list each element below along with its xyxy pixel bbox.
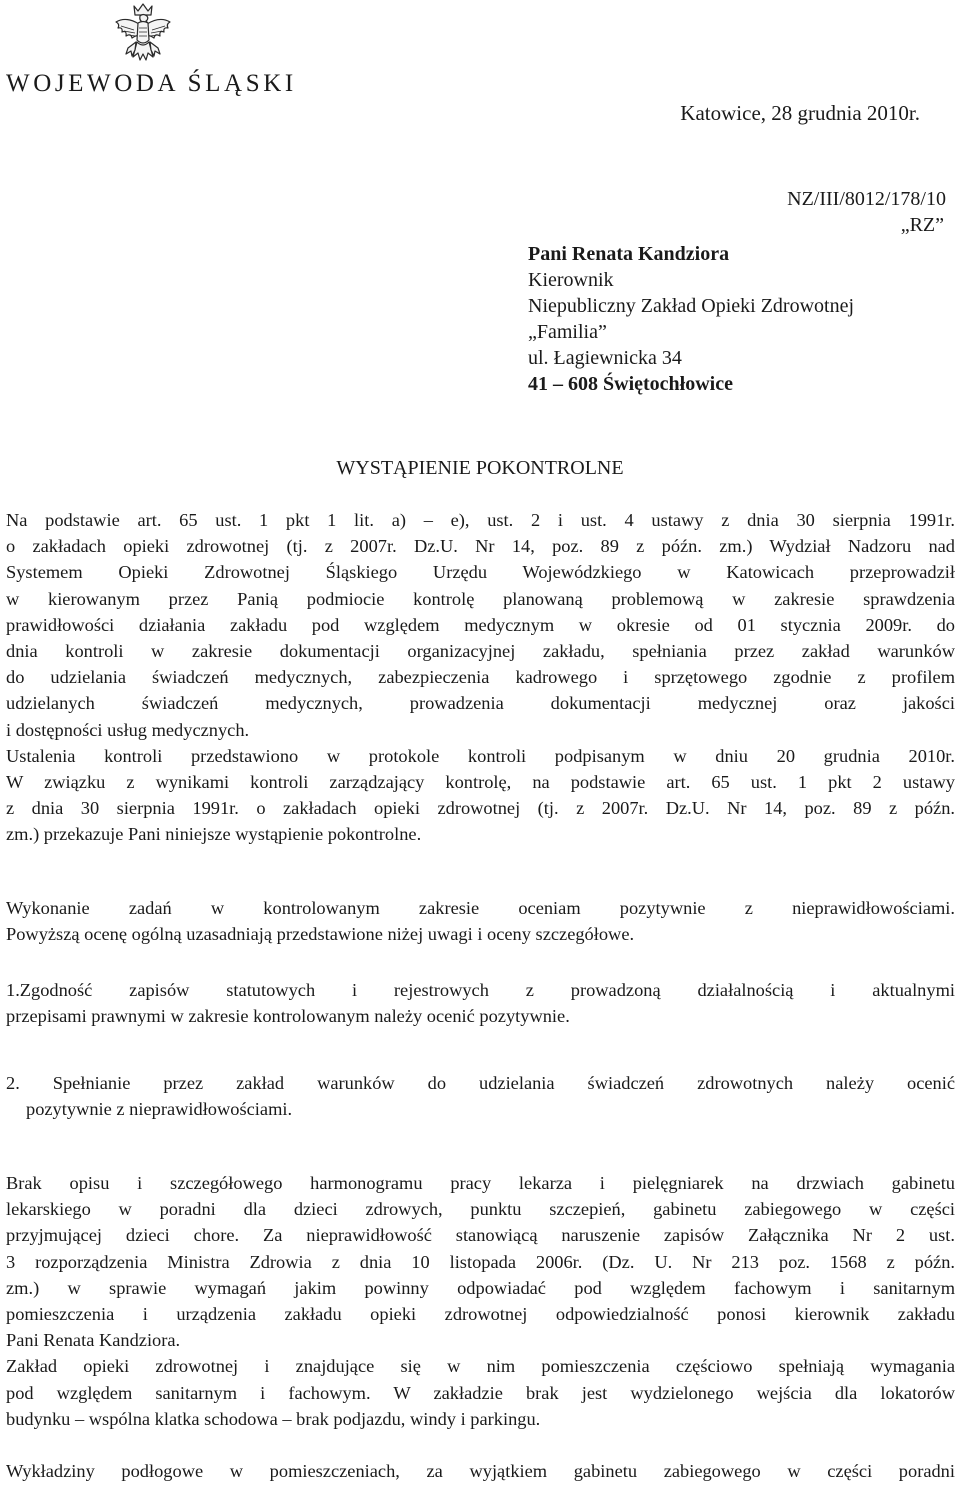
text-line: lekarskiego w poradni dla dzieci zdrowych, punktu szczepień, gabinetu zabiegowego w części <box>6 1199 955 1220</box>
initials-mark: „RZ” <box>900 214 944 236</box>
text-line: Systemem Opieki Zdrowotnej Śląskiego Urzędu Wojewódzkiego w Katowicach przeprowadził <box>6 562 955 583</box>
text-line: do udzielania świadczeń medycznych, zabezpieczenia kadrowego i sprzętowego zgodnie z profilem <box>6 667 955 688</box>
document-title: WYSTĄPIENIE POKONTROLNE <box>336 457 624 479</box>
text-line: zm.) w sprawie wymagań jakim powinny odpowiadać pod względem fachowym i sanitarnym <box>6 1277 955 1298</box>
text-line: 2. Spełnianie przez zakład warunków do udzielania świadczeń zdrowotnych należy ocenić <box>6 1073 955 1093</box>
text-line: Brak opisu i szczegółowego harmonogramu pracy lekarza i pielęgniarek na drzwiach gabinetu <box>6 1173 955 1193</box>
addressee-role: Kierownik <box>528 269 614 291</box>
assessment-paragraph <box>6 895 955 947</box>
text-line: Wykonanie zadań w kontrolowanym zakresie oceniam pozytywnie z nieprawidłowościami. <box>6 898 955 918</box>
point-1-paragraph <box>6 977 955 1029</box>
eagle-emblem-icon <box>112 2 174 66</box>
text-line: budynku – wspólna klatka schodowa – brak podjazdu, windy i parkingu. <box>6 1408 541 1429</box>
addressee-block <box>528 241 854 397</box>
text-line: W związku z wynikami kontroli zarządzający kontrolę, na podstawie art. 65 ust. 1 pkt 2 ustawy <box>6 772 955 793</box>
addressee-institution: Niepubliczny Zakład Opieki Zdrowotnej <box>528 295 855 317</box>
final-paragraph <box>6 1458 955 1484</box>
text-line: udzielanych świadczeń medycznych, prowadzenia dokumentacji medycznej oraz jakości <box>6 693 955 714</box>
voivode-heading: WOJEWODA ŚLĄSKI <box>6 70 297 97</box>
text-line: w kierowanym przez Panią podmiocie kontrolę planowaną problemową w zakresie sprawdzenia <box>6 588 955 609</box>
text-line: Powyższą ocenę ogólną uzasadniają przedstawione niżej uwagi i oceny szczegółowe. <box>6 924 635 945</box>
text-line: Wykładziny podłogowe w pomieszczeniach, za wyjątkiem gabinetu zabiegowego w części poradni <box>6 1461 955 1481</box>
text-line: i dostępności usług medycznych. <box>6 719 250 740</box>
findings-paragraph <box>6 1170 955 1432</box>
addressee-name: Pani Renata Kandziora <box>528 243 730 265</box>
text-line: przyjmującej dzieci chore. Za nieprawidłowość stanowiącą naruszenie zapisów Załącznika Nr 2 ust. <box>6 1225 955 1246</box>
text-line: 1.Zgodność zapisów statutowych i rejestrowych z prowadzoną działalnością i aktualnymi <box>6 980 955 1000</box>
text-line: Na podstawie art. 65 ust. 1 pkt 1 lit. a) – e), ust. 2 i ust. 4 ustawy z dnia 30 sierpnia 1991r. <box>6 510 955 530</box>
text-line: zm.) przekazuje Pani niniejsze wystąpienie pokontrolne. <box>6 824 422 845</box>
text-line: pozytywnie z nieprawidłowościami. <box>26 1099 293 1120</box>
text-line: o zakładach opieki zdrowotnej (tj. z 2007r. Dz.U. Nr 14, poz. 89 z późn. zm.) Wydział Nadzoru nad <box>6 536 955 557</box>
text-line: przepisami prawnymi w zakresie kontrolowanym należy ocenić pozytywnie. <box>6 1006 570 1027</box>
text-line: prawidłowości działania zakładu pod względem medycznym w okresie od 01 stycznia 2009r. do <box>6 614 955 635</box>
reference-number: NZ/III/8012/178/10 <box>787 188 946 210</box>
text-line: Pani Renata Kandziora. <box>6 1330 181 1351</box>
text-line: pomieszczenia i urządzenia zakładu opieki zdrowotnej odpowiedzialność ponosi kierownik zakładu <box>6 1304 955 1325</box>
text-line: pod względem sanitarnym i fachowym. W zakładzie brak jest wydzielonego wejścia dla lokatorów <box>6 1382 955 1403</box>
text-line: 3 rozporządzenia Ministra Zdrowia z dnia 10 listopada 2006r. (Dz. U. Nr 213 poz. 1568 z późn. <box>6 1251 955 1272</box>
addressee-street: ul. Łagiewnicka 34 <box>528 347 682 369</box>
text-line: dnia kontroli w zakresie dokumentacji organizacyjnej zakładu, spełniania przez zakład warunków <box>6 641 955 662</box>
addressee-city: 41 – 608 Świętochłowice <box>528 373 733 395</box>
text-line: Zakład opieki zdrowotnej i znajdujące się w nim pomieszczenia częściowo spełniają wymagania <box>6 1356 955 1377</box>
intro-paragraph <box>6 507 955 848</box>
place-date: Katowice, 28 grudnia 2010r. <box>680 101 920 125</box>
text-line: Ustalenia kontroli przedstawiono w protokole kontroli podpisanym w dniu 20 grudnia 2010r. <box>6 745 955 766</box>
text-line: z dnia 30 sierpnia 1991r. o zakładach opieki zdrowotnej (tj. z 2007r. Dz.U. Nr 14, poz. 89 z późn. <box>6 798 955 819</box>
addressee-institution-name: „Familia” <box>528 321 607 343</box>
point-2-paragraph <box>6 1070 955 1122</box>
